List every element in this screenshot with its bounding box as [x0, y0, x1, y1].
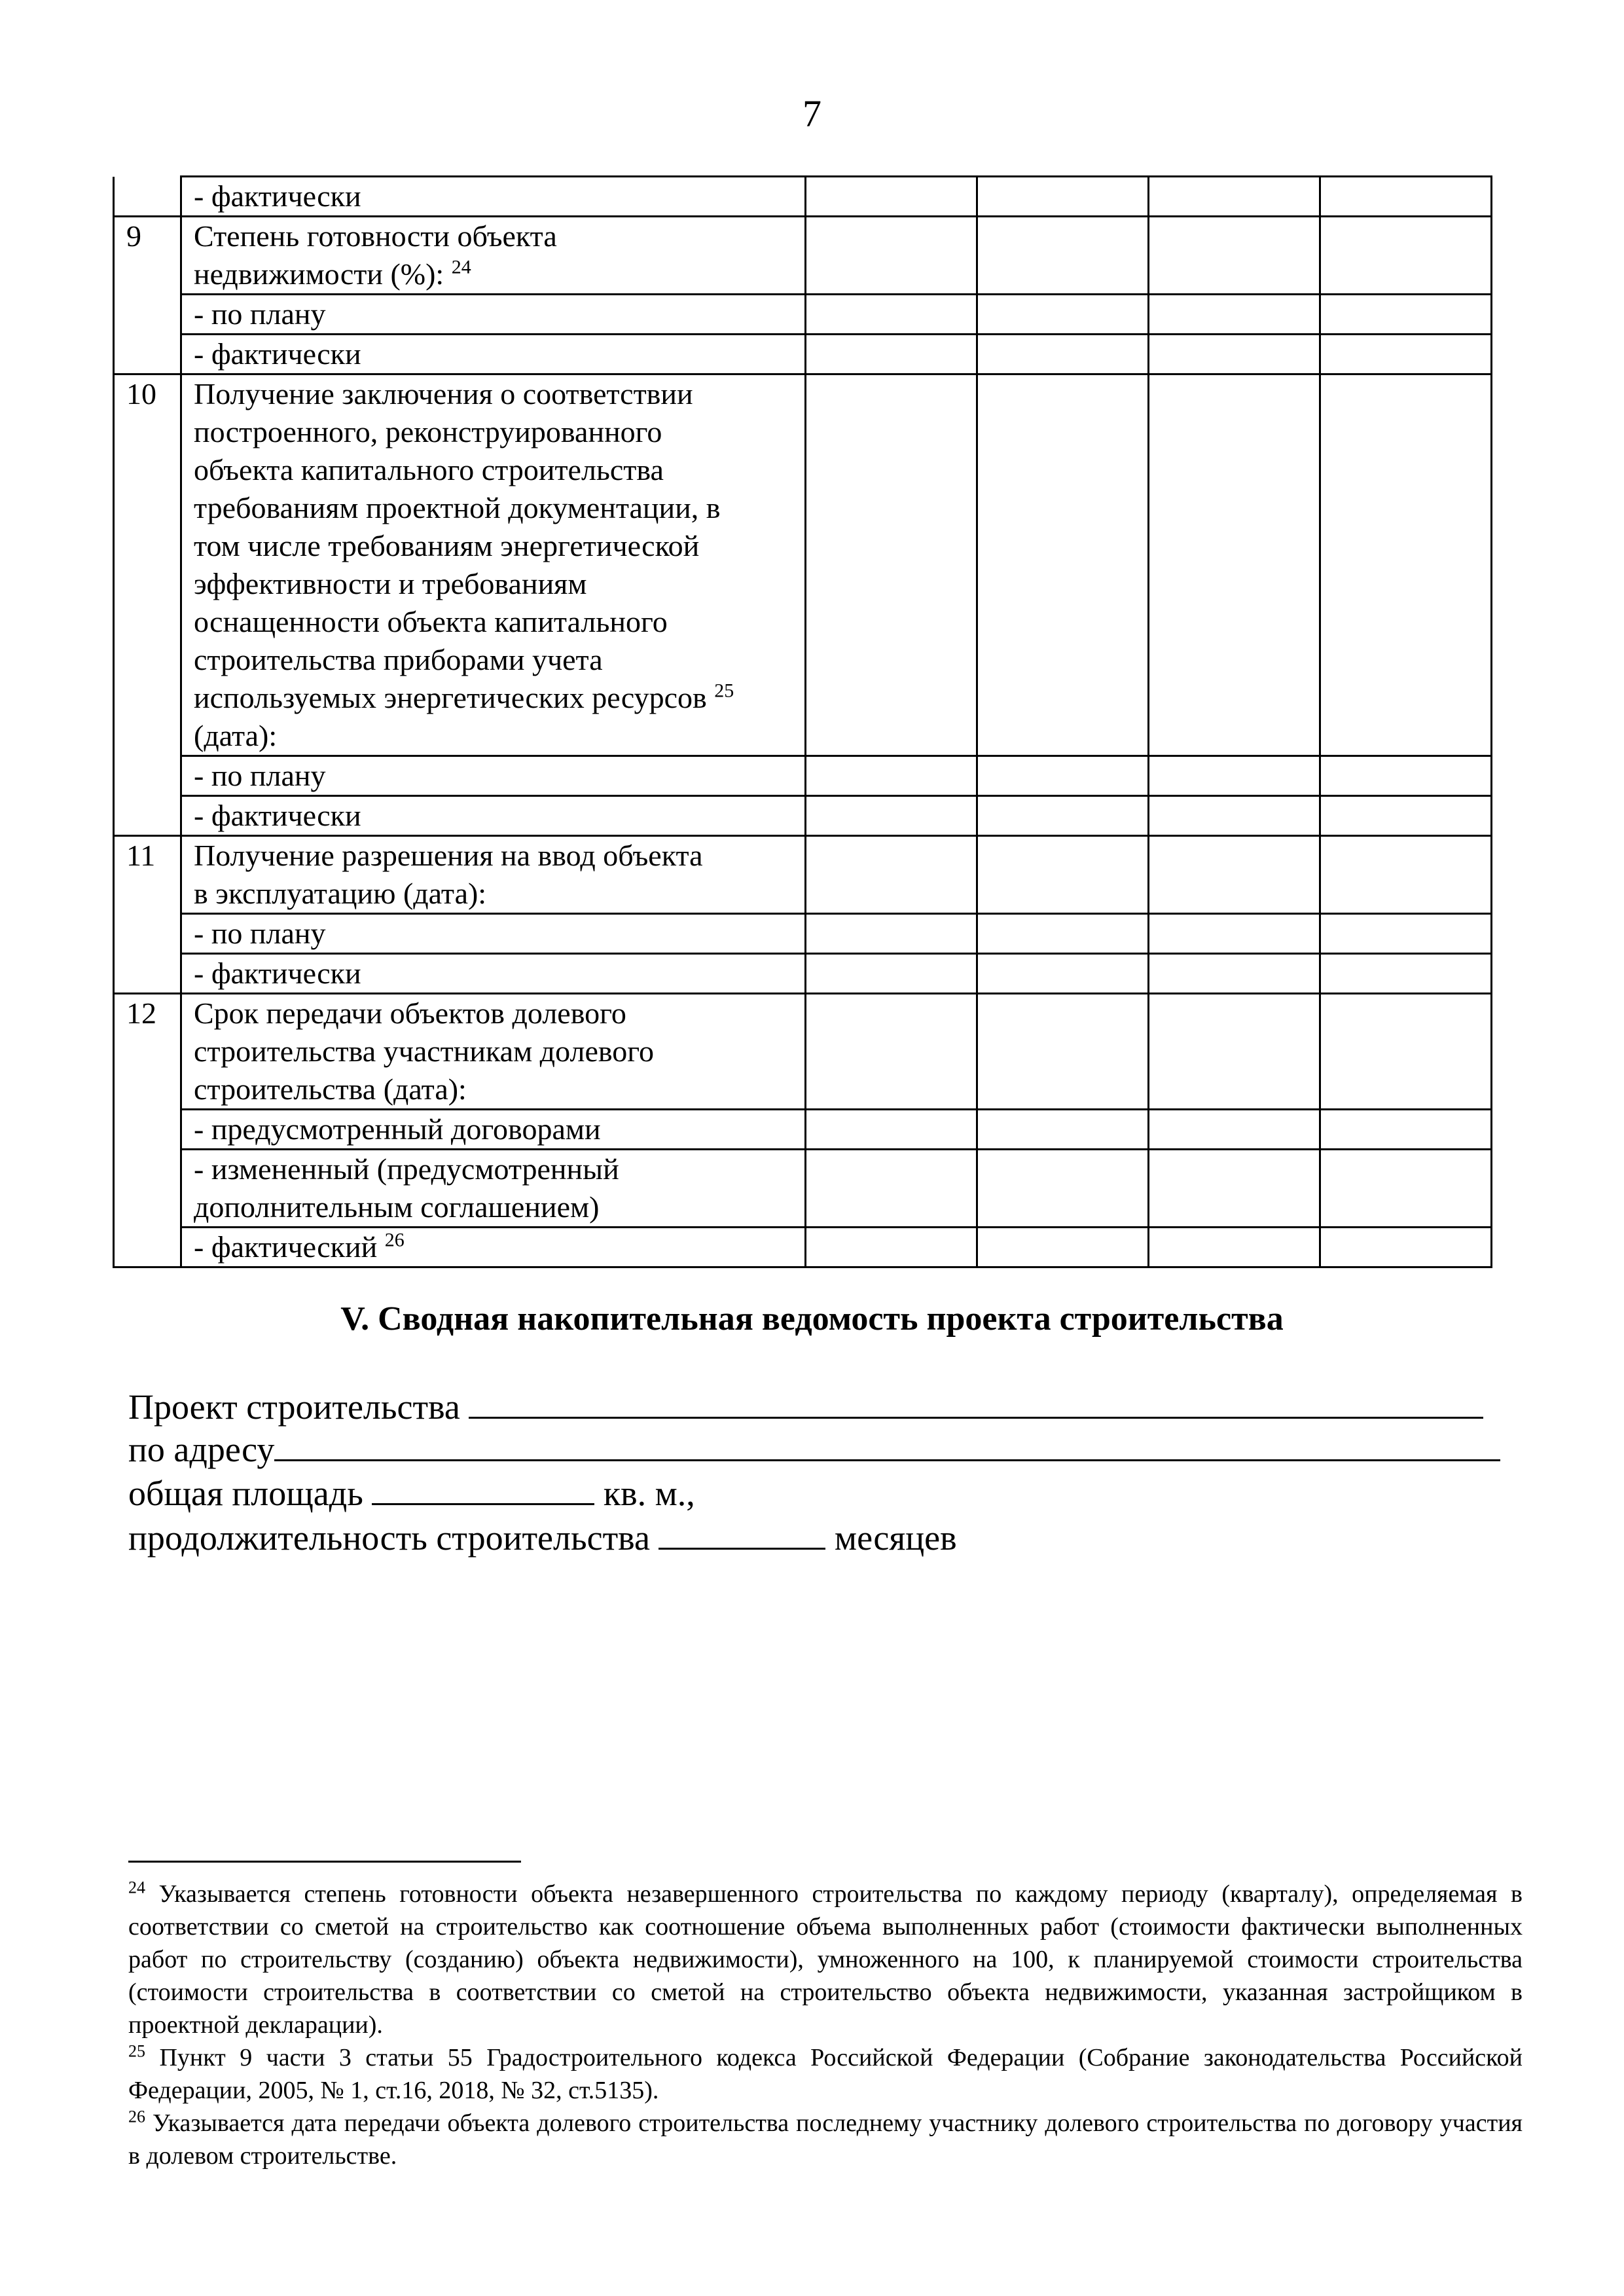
construction-progress-table: [113, 175, 1492, 1268]
empty-cell[interactable]: [1149, 217, 1320, 295]
table-body: [114, 177, 1492, 1267]
table-row: [114, 796, 1492, 836]
empty-cell[interactable]: [1320, 374, 1492, 756]
row-label: - фактически: [181, 177, 806, 217]
footnote-25: $^{25}$ Пункт 9 части 3 статьи 55 Градостроительного кодекса Российской Федерации (Собрание законодательства Российской Федерации, 2005, № 1, ст.16, 2018, № 32, ст.5135).: [128, 2041, 1523, 2104]
empty-cell[interactable]: [806, 1150, 977, 1228]
empty-cell[interactable]: [806, 994, 977, 1110]
empty-cell[interactable]: [806, 217, 977, 295]
duration-blank[interactable]: [659, 1518, 825, 1550]
empty-cell[interactable]: [806, 1228, 977, 1267]
row-label: - по плану: [181, 756, 806, 796]
empty-cell[interactable]: [977, 217, 1149, 295]
address-label: по адресу: [128, 1430, 275, 1469]
footnote-separator: [128, 1861, 521, 1863]
project-line: [128, 1387, 1483, 1427]
empty-cell[interactable]: [1149, 1150, 1320, 1228]
row-label: Срок передачи объектов долевого строительства участникам долевого строительства (дата):: [181, 994, 806, 1110]
row-number: [114, 177, 181, 217]
empty-cell[interactable]: [806, 295, 977, 335]
table-row: [114, 1110, 1492, 1150]
row-label: - измененный (предусмотренный дополнительным соглашением): [181, 1150, 806, 1228]
table-row: [114, 217, 1492, 295]
row-number: [114, 756, 181, 796]
row-label: Получение разрешения на ввод объекта в эксплуатацию (дата):: [181, 836, 806, 914]
duration-unit: месяцев: [834, 1518, 957, 1558]
empty-cell[interactable]: [977, 756, 1149, 796]
empty-cell[interactable]: [806, 836, 977, 914]
footnote-26: $^{26}$ Указывается дата передачи объекта долевого строительства последнему участнику долевого строительства по договору участия в долевом строительстве.: [128, 2107, 1523, 2170]
row-number: [114, 914, 181, 954]
empty-cell[interactable]: [977, 177, 1149, 217]
table-row: [114, 177, 1492, 217]
empty-cell[interactable]: [1149, 374, 1320, 756]
table-row: [114, 954, 1492, 994]
area-blank[interactable]: [372, 1473, 594, 1505]
table-row: [114, 335, 1492, 374]
empty-cell[interactable]: [977, 914, 1149, 954]
empty-cell[interactable]: [1149, 1228, 1320, 1267]
section-title: V. Сводная накопительная ведомость проекта строительства: [340, 1300, 1284, 1338]
row-number: 10: [114, 374, 181, 756]
duration-label: продолжительность строительства: [128, 1518, 650, 1558]
empty-cell[interactable]: [1149, 756, 1320, 796]
empty-cell[interactable]: [806, 335, 977, 374]
empty-cell[interactable]: [977, 1110, 1149, 1150]
empty-cell[interactable]: [977, 994, 1149, 1110]
empty-cell[interactable]: [1149, 335, 1320, 374]
table-row: [114, 1150, 1492, 1228]
footnotes: [128, 1878, 1523, 2172]
empty-cell[interactable]: [1320, 177, 1492, 217]
empty-cell[interactable]: [1149, 994, 1320, 1110]
empty-cell[interactable]: [1149, 914, 1320, 954]
empty-cell[interactable]: [1320, 836, 1492, 914]
empty-cell[interactable]: [806, 177, 977, 217]
empty-cell[interactable]: [1320, 954, 1492, 994]
empty-cell[interactable]: [1320, 1228, 1492, 1267]
empty-cell[interactable]: [977, 1150, 1149, 1228]
row-label: - по плану: [181, 914, 806, 954]
empty-cell[interactable]: [1320, 914, 1492, 954]
row-number: [114, 1110, 181, 1150]
area-line: [128, 1473, 695, 1514]
row-label: Получение заключения о соответствии построенного, реконструированного объекта капитального строительства требованиям проектной документации, в том числе требованиям энергетической эффективности и требованиям оснащенности объекта капитального строительства приборами учета используемых энергетических ресурсов $^{25}$ (дата):: [181, 374, 806, 756]
row-label: - по плану: [181, 295, 806, 335]
row-number: [114, 1150, 181, 1228]
empty-cell[interactable]: [806, 796, 977, 836]
empty-cell[interactable]: [806, 756, 977, 796]
empty-cell[interactable]: [1320, 1150, 1492, 1228]
row-number: [114, 954, 181, 994]
row-number: [114, 295, 181, 335]
row-number: 11: [114, 836, 181, 914]
row-label: - предусмотренный договорами: [181, 1110, 806, 1150]
empty-cell[interactable]: [1320, 756, 1492, 796]
row-label: - фактически: [181, 335, 806, 374]
empty-cell[interactable]: [806, 374, 977, 756]
duration-line: [128, 1518, 957, 1558]
empty-cell[interactable]: [1320, 994, 1492, 1110]
empty-cell[interactable]: [1320, 796, 1492, 836]
empty-cell[interactable]: [1149, 177, 1320, 217]
row-label: Степень готовности объекта недвижимости (%): $^{24}$: [181, 217, 806, 295]
empty-cell[interactable]: [1320, 335, 1492, 374]
area-label: общая площадь: [128, 1474, 363, 1513]
table-row: [114, 914, 1492, 954]
empty-cell[interactable]: [1149, 796, 1320, 836]
footnote-24: $^{24}$ Указывается степень готовности объекта незавершенного строительства по каждому периоду (кварталу), определяемая в соответствии со сметой на строительство как соотношение объема выполненных работ (стоимости фактически выполненных работ по строительству (созданию) объекта недвижимости), умноженного на 100, к планируемой стоимости строительства (стоимости строительства в соответствии со сметой на строительство объекта недвижимости, указанная застройщиком в проектной декларации).: [128, 1878, 1523, 2039]
empty-cell[interactable]: [977, 954, 1149, 994]
table-row: [114, 1228, 1492, 1267]
table-row: [114, 994, 1492, 1110]
empty-cell[interactable]: [977, 374, 1149, 756]
empty-cell[interactable]: [806, 914, 977, 954]
row-number: 12: [114, 994, 181, 1110]
area-unit: кв. м.,: [603, 1474, 695, 1513]
empty-cell[interactable]: [1149, 836, 1320, 914]
table-row: [114, 295, 1492, 335]
row-number: 9: [114, 217, 181, 295]
row-number: [114, 796, 181, 836]
row-number: [114, 1228, 181, 1267]
project-label: Проект строительства: [128, 1387, 460, 1427]
empty-cell[interactable]: [806, 1110, 977, 1150]
project-blank[interactable]: [469, 1387, 1483, 1419]
empty-cell[interactable]: [977, 836, 1149, 914]
empty-cell[interactable]: [977, 335, 1149, 374]
row-label: - фактически: [181, 954, 806, 994]
empty-cell[interactable]: [806, 954, 977, 994]
page-number: 7: [803, 92, 821, 135]
row-label: - фактически: [181, 796, 806, 836]
empty-cell[interactable]: [977, 295, 1149, 335]
table-row: [114, 756, 1492, 796]
empty-cell[interactable]: [1149, 954, 1320, 994]
empty-cell[interactable]: [1320, 295, 1492, 335]
address-blank[interactable]: [274, 1429, 1500, 1461]
table-row: [114, 374, 1492, 756]
empty-cell[interactable]: [1149, 1110, 1320, 1150]
empty-cell[interactable]: [1320, 217, 1492, 295]
table-row: [114, 836, 1492, 914]
empty-cell[interactable]: [1149, 295, 1320, 335]
empty-cell[interactable]: [977, 1228, 1149, 1267]
address-line: [128, 1429, 1500, 1470]
empty-cell[interactable]: [1320, 1110, 1492, 1150]
empty-cell[interactable]: [977, 796, 1149, 836]
row-number: [114, 335, 181, 374]
row-label: - фактический $^{26}$: [181, 1228, 806, 1267]
